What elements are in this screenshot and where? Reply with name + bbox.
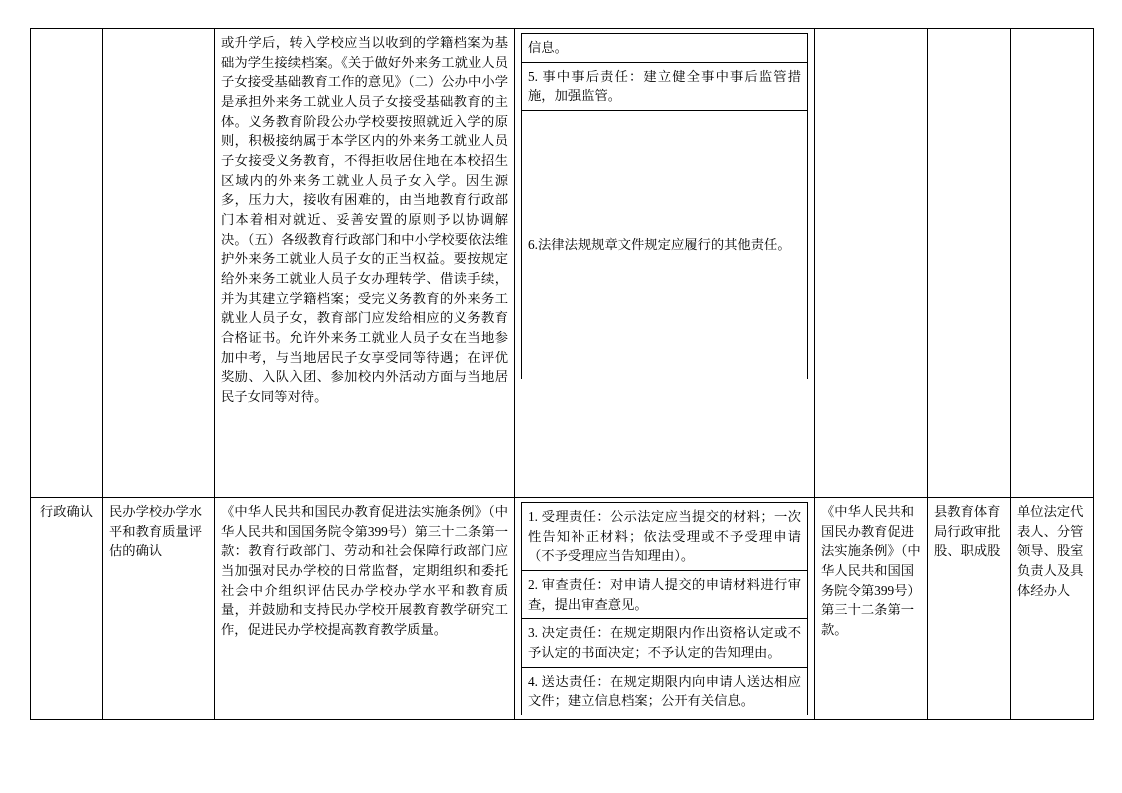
row1-duties-list xyxy=(521,33,808,379)
row1-responsible-person-cell xyxy=(1011,29,1094,498)
list-item xyxy=(522,62,808,110)
row2-responsible-person-cell: 单位法定代表人、分管领导、股室负责人及具体经办人 xyxy=(1011,498,1094,720)
row1-duties-cell xyxy=(515,29,815,498)
row2-name-cell: 民办学校办学水平和教育质量评估的确认 xyxy=(103,498,215,720)
row2-duties-list xyxy=(521,502,808,715)
row1-duty-2: 5. 事中事后责任：建立健全事中事后监管措施，加强监管。 xyxy=(522,62,808,110)
row2-category-cell: 行政确认 xyxy=(31,498,103,720)
row2-legal-basis-cell: 《中华人民共和国民办教育促进法实施条例》（中华人民共和国国务院令第399号）第三十二条第一款：教育行政部门、劳动和社会保障行政部门应当加强对民办学校的日常监督，定期组织和委托社会中介组织评估民办学校办学水平和教育质量，并鼓励和支持民办学校开展教育教学研究工作，促进民办学校提高教育教学质量。 xyxy=(215,498,515,720)
row2-duty-2: 2. 审查责任：对申请人提交的申请材料进行审查，提出审查意见。 xyxy=(522,571,808,619)
row2-duty-3: 3. 决定责任：在规定期限内作出资格认定或不予认定的书面决定；不予认定的告知理由。 xyxy=(522,619,808,667)
accountability-table xyxy=(30,28,1094,720)
list-item xyxy=(522,571,808,619)
list-item xyxy=(522,34,808,63)
row1-duty-1: 信息。 xyxy=(522,34,808,63)
row2-responsible-unit-cell: 县教育体育局行政审批股、职成股 xyxy=(928,498,1011,720)
list-item xyxy=(522,503,808,571)
row1-duty-3: 6.法律法规规章文件规定应履行的其他责任。 xyxy=(522,111,808,380)
list-item xyxy=(522,619,808,667)
row2-accountability-cell: 《中华人民共和国民办教育促进法实施条例》（中华人民共和国国务院令第399号）第三十二条第一款。 xyxy=(815,498,928,720)
row2-duty-1: 1. 受理责任：公示法定应当提交的材料；一次性告知补正材料；依法受理或不予受理申请（不予受理应当告知理由）。 xyxy=(522,503,808,571)
row1-accountability-cell xyxy=(815,29,928,498)
row1-legal-basis-cell: 或升学后，转入学校应当以收到的学籍档案为基础为学生接续档案。《关于做好外来务工就业人员子女接受基础教育工作的意见》（二）公办中小学是承担外来务工就业人员子女接受基础教育的主体。义务教育阶段公办学校要按照就近入学的原则，积极接纳属于本学区内的外来务工就业人员子女接受义务教育，不得拒收居住地在本校招生区域内的外来务工就业人员子女入学。因生源多，压力大，接收有困难的，由当地教育行政部门本着相对就近、妥善安置的原则予以协调解决。（五）各级教育行政部门和中小学校要依法维护外来务工就业人员子女的正当权益。要按规定给外来务工就业人员子女办理转学、借读手续，并为其建立学籍档案；受完义务教育的外来务工就业人员子女，教育部门应发给相应的义务教育合格证书。允许外来务工就业人员子女在当地参加中考，与当地居民子女享受同等待遇；在评优奖励、入队入团、参加校内外活动方面与当地居民子女同等对待。 xyxy=(215,29,515,498)
list-item xyxy=(522,111,808,380)
row2-duties-cell xyxy=(515,498,815,720)
row2-duty-4: 4. 送达责任：在规定期限内向申请人送达相应文件；建立信息档案；公开有关信息。 xyxy=(522,667,808,715)
table-row xyxy=(31,29,1094,498)
row1-responsible-unit-cell xyxy=(928,29,1011,498)
table-row xyxy=(31,498,1094,720)
row1-name-cell xyxy=(103,29,215,498)
row1-category-cell xyxy=(31,29,103,498)
list-item xyxy=(522,667,808,715)
